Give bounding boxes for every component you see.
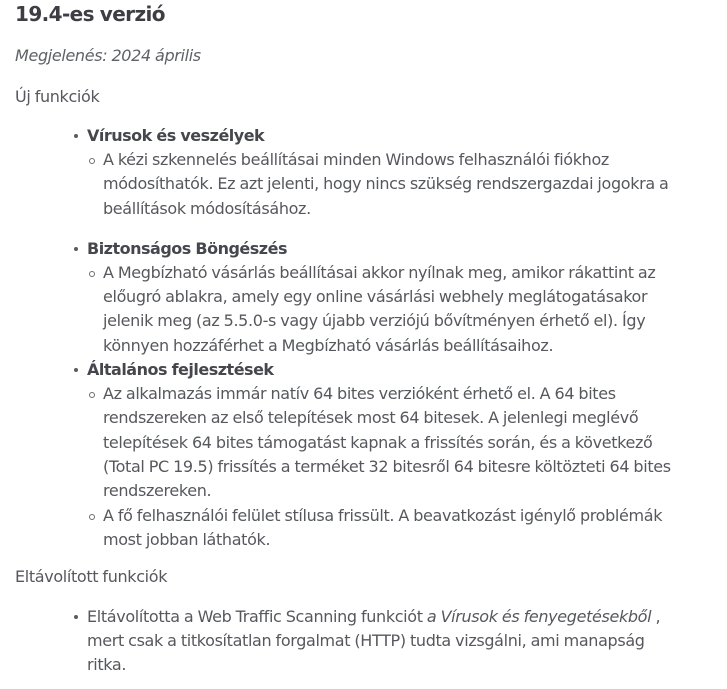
removed-features-heading: Eltávolított funkciók xyxy=(15,567,168,586)
hollow-bullet-icon xyxy=(89,392,95,398)
category-items xyxy=(87,261,727,358)
category-viruses-threats xyxy=(0,124,727,221)
hollow-bullet-icon xyxy=(89,514,95,520)
feature-item xyxy=(87,148,693,221)
feature-text: A Megbízható vásárlás beállításai akkor nyílnak meg, amikor rákattint az előugró ablakra, amely egy online vásárlási webhely meglátogatásakor jelenik meg (az 5.5.0-s vagy újabb verziójú bővítményen érhető el). Így könnyen hozzáférhet a Megbízható vásárlás beállításaihoz. xyxy=(103,262,656,355)
category-safe-browsing xyxy=(0,237,727,358)
category-title: Általános fejlesztések xyxy=(87,360,274,380)
version-title: 19.4-es verzió xyxy=(15,2,165,26)
removed-text-emphasis: a Vírusok és fenyegetésekből xyxy=(426,607,652,626)
feature-item xyxy=(87,504,693,553)
removed-item xyxy=(0,605,677,677)
release-date: Megjelenés: 2024 április xyxy=(15,46,201,65)
bullet-icon xyxy=(74,368,78,372)
feature-text: A fő felhasználói felület stílusa frissült. A beavatkozást igénylő problémák most jobban láthatók. xyxy=(103,505,663,549)
category-items xyxy=(87,148,727,221)
new-features-heading: Új funkciók xyxy=(15,87,100,106)
bullet-icon xyxy=(74,134,78,138)
removed-text-after: , mert csak a titkosítatlan forgalmat (HTTP) tudta vizsgálni, ami manapság ritka. xyxy=(87,607,661,674)
removed-text-before: Eltávolította a Web Traffic Scanning funkciót xyxy=(87,607,427,626)
category-title: Biztonságos Böngészés xyxy=(87,238,287,258)
hollow-bullet-icon xyxy=(89,158,95,164)
bullet-icon xyxy=(74,247,78,251)
removed-features-list xyxy=(0,605,727,677)
bullet-icon xyxy=(74,615,78,619)
category-items xyxy=(87,382,727,552)
feature-text: A kézi szkennelés beállításai minden Windows felhasználói fiókhoz módosíthatók. Ez azt jelenti, hogy nincs szükség rendszergazdai jogokra a beállítások módosításához. xyxy=(103,150,669,218)
hollow-bullet-icon xyxy=(89,271,95,277)
category-general-improvements xyxy=(0,358,727,552)
new-features-list xyxy=(0,124,727,552)
category-title: Vírusok és veszélyek xyxy=(87,126,265,145)
feature-item xyxy=(87,382,693,503)
feature-item xyxy=(87,261,693,358)
feature-text: Az alkalmazás immár natív 64 bites verzióként érhető el. A 64 bites rendszereken az első telepítések most 64 bitesek. A jelenlegi meglévő telepítések 64 bites támogatást kapnak a frissítés során, és a következő (Total PC 19.5) frissítés a terméket 32 bitesről 64 bitesre költözteti 64 bites rendszereken. xyxy=(103,384,671,501)
